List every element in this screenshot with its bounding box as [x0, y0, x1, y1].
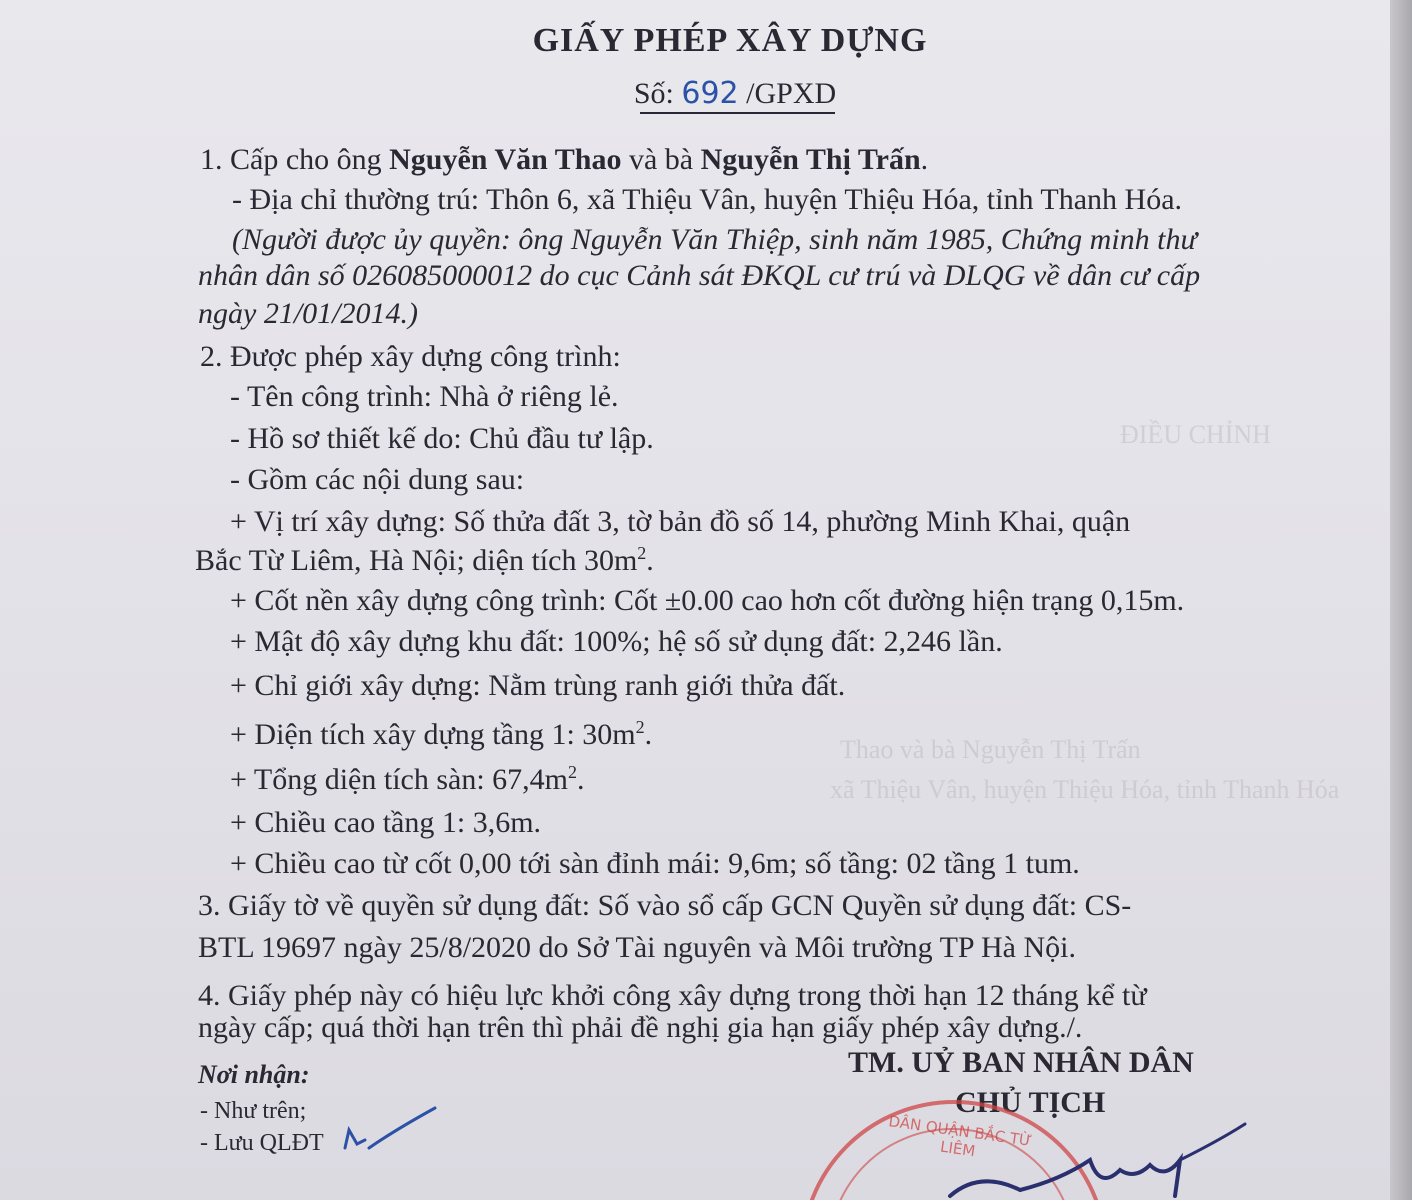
location-sup: 2 — [637, 543, 647, 563]
location-line-1: + Vị trí xây dựng: Số thửa đất 3, tờ bản đồ số 14, phường Minh Khai, quận — [230, 505, 1131, 538]
section3-line-2: BTL 19697 ngày 25/8/2020 do Sở Tài nguyên và Môi trường TP Hà Nội. — [198, 931, 1076, 964]
number-prefix: Số: — [633, 77, 674, 110]
section1-and: và bà — [628, 143, 694, 176]
floor1-area-text: + Diện tích xây dựng tầng 1: 30m — [230, 718, 636, 751]
owner2-name: Nguyễn Thị Trấn — [700, 143, 921, 176]
number-underline — [640, 112, 835, 114]
floor1-area-end: . — [644, 718, 653, 751]
building-density: + Mật độ xây dựng khu đất: 100%; hệ số sử dụng đất: 2,246 lần. — [230, 625, 1003, 658]
proxy-line-2 — [198, 258, 1200, 294]
project-name: - Tên công trình: Nhà ở riêng lẻ. — [230, 380, 619, 413]
recipient-item: - Lưu QLĐT — [200, 1130, 324, 1156]
total-area-end: . — [577, 763, 585, 796]
initial-mark — [335, 1100, 445, 1160]
section3-line-1: 3. Giấy tờ về quyền sử dụng đất: Số vào sổ cấp GCN Quyền sử dụng đất: CS- — [198, 889, 1132, 922]
foundation-level: + Cốt nền xây dựng công trình: Cốt ±0.00 cao hơn cốt đường hiện trạng 0,15m. — [230, 584, 1185, 617]
bleed-through-text: Thao và bà Nguyễn Thị Trấn — [840, 735, 1141, 764]
number-suffix: /GPXD — [746, 77, 837, 110]
bleed-through-text: ĐIỀU CHỈNH — [1120, 420, 1271, 449]
seal-text: DÂN QUẬN BẮC TỪ LIÊM — [887, 1112, 1034, 1161]
owner-address: - Địa chỉ thường trú: Thôn 6, xã Thiệu Vân, huyện Thiệu Hóa, tỉnh Thanh Hóa. — [232, 183, 1183, 216]
signature-org: TM. UỶ BAN NHÂN DÂN — [848, 1046, 1194, 1079]
floor1-area-sup: 2 — [635, 717, 645, 737]
location-text: Bắc Từ Liêm, Hà Nội; diện tích 30m — [195, 544, 638, 577]
proxy-line-1 — [232, 222, 1197, 258]
section1-line — [200, 142, 928, 178]
proxy-text-1: (Người được ủy quyền: ông Nguyễn Văn Thiệp, sinh năm 1985, Chứng minh thư — [232, 223, 1197, 256]
section1-end: . — [920, 143, 929, 176]
owner1-name: Nguyễn Văn Thao — [389, 143, 622, 176]
location-end: . — [646, 544, 654, 577]
document-title: GIẤY PHÉP XÂY DỰNG — [532, 22, 928, 59]
roof-height: + Chiều cao từ cốt 0,00 tới sàn đỉnh mái: 9,6m; số tầng: 02 tầng 1 tum. — [230, 847, 1080, 880]
permit-number — [0, 76, 1390, 111]
proxy-line-3 — [198, 296, 418, 332]
page-edge-shadow — [1390, 0, 1412, 1200]
section2-heading: 2. Được phép xây dựng công trình: — [200, 340, 621, 373]
location-line-2 — [195, 543, 654, 579]
proxy-text-2: nhân dân số 026085000012 do cục Cảnh sát ĐKQL cư trú và DLQG về dân cư cấp — [198, 259, 1201, 292]
recipient-item: - Như trên; — [200, 1098, 307, 1124]
total-area-sup: 2 — [568, 762, 577, 782]
signature — [920, 1120, 1260, 1200]
recipients-label: Nơi nhận: — [198, 1060, 310, 1089]
section4-line-2: ngày cấp; quá thời hạn trên thì phải đề nghị gia hạn giấy phép xây dựng./. — [198, 1011, 1083, 1044]
proxy-text-3: ngày 21/01/2014.) — [198, 297, 418, 330]
building-boundary: + Chỉ giới xây dựng: Nằm trùng ranh giới thửa đất. — [230, 669, 846, 702]
bleed-through-text: xã Thiệu Vân, huyện Thiệu Hóa, tỉnh Thanh Hóa — [830, 775, 1340, 804]
section1-lead: 1. Cấp cho ông — [200, 143, 382, 176]
total-area-text: + Tổng diện tích sàn: 67,4m — [230, 763, 568, 796]
contents-heading: - Gồm các nội dung sau: — [230, 463, 525, 496]
signature-role: CHỦ TỊCH — [955, 1086, 1106, 1119]
floor1-height: + Chiều cao tầng 1: 3,6m. — [230, 806, 542, 839]
total-floor-area — [230, 762, 585, 798]
design-by: - Hồ sơ thiết kế do: Chủ đầu tư lập. — [230, 422, 654, 455]
section4-line-1: 4. Giấy phép này có hiệu lực khởi công xây dựng trong thời hạn 12 tháng kể từ — [198, 979, 1147, 1012]
number-value: 692 — [681, 76, 739, 111]
floor1-area — [230, 717, 652, 753]
